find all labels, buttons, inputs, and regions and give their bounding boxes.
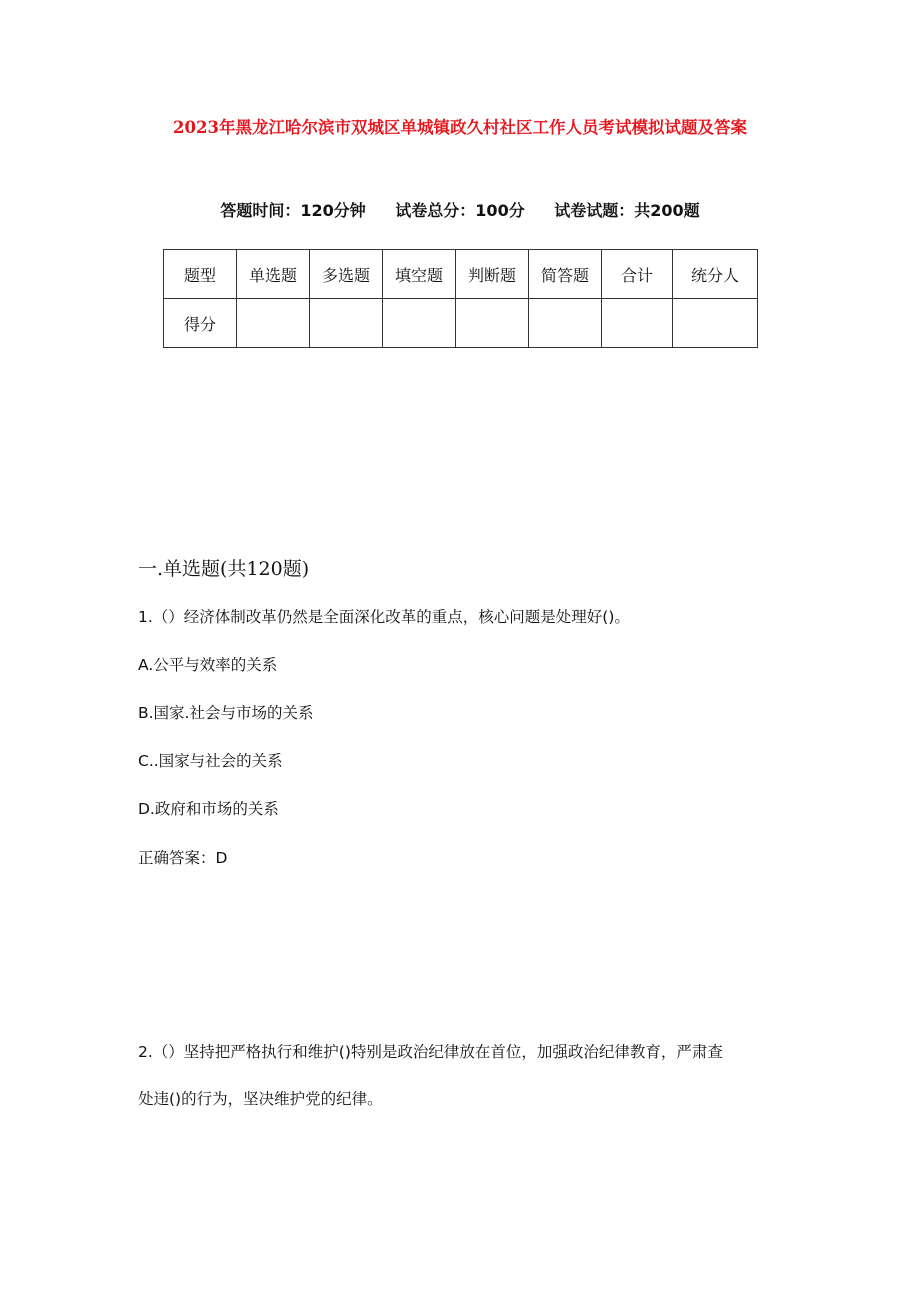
exam-meta xyxy=(0,198,920,221)
question-stem: 2.（）坚持把严格执行和维护()特别是政治纪律放在首位，加强政治纪律教育，严肃查 xyxy=(138,1043,723,1061)
table-header: 判断题 xyxy=(456,250,529,299)
score-cell xyxy=(237,299,310,348)
score-cell xyxy=(673,299,758,348)
table-header: 简答题 xyxy=(529,250,602,299)
score-cell xyxy=(383,299,456,348)
table-header: 合计 xyxy=(602,250,673,299)
score-table xyxy=(163,249,758,348)
score-cell xyxy=(602,299,673,348)
document-title: 2023年黑龙江哈尔滨市双城区单城镇政久村社区工作人员考试模拟试题及答案 xyxy=(173,118,747,137)
option-c: C..国家与社会的关系 xyxy=(138,752,283,770)
question-stem-continued: 处违()的行为，坚决维护党的纪律。 xyxy=(138,1090,383,1108)
question-stem: 1.（）经济体制改革仍然是全面深化改革的重点，核心问题是处理好()。 xyxy=(138,608,630,626)
exam-time: 答题时间：120分钟 xyxy=(220,201,366,220)
table-header: 题型 xyxy=(164,250,237,299)
table-header: 多选题 xyxy=(310,250,383,299)
table-header: 统分人 xyxy=(673,250,758,299)
option-d: D.政府和市场的关系 xyxy=(138,800,279,818)
table-header: 填空题 xyxy=(383,250,456,299)
table-row xyxy=(164,299,758,348)
score-cell xyxy=(310,299,383,348)
row-label: 得分 xyxy=(164,299,237,348)
score-cell xyxy=(456,299,529,348)
exam-total-score: 试卷总分：100分 xyxy=(395,201,525,220)
score-cell xyxy=(529,299,602,348)
table-header-row xyxy=(164,250,758,299)
exam-question-count: 试卷试题：共200题 xyxy=(554,201,700,220)
correct-answer: 正确答案：D xyxy=(138,849,228,867)
table-header: 单选题 xyxy=(237,250,310,299)
option-b: B.国家.社会与市场的关系 xyxy=(138,704,314,722)
option-a: A.公平与效率的关系 xyxy=(138,656,278,674)
section-heading: 一.单选题(共120题) xyxy=(138,558,310,580)
